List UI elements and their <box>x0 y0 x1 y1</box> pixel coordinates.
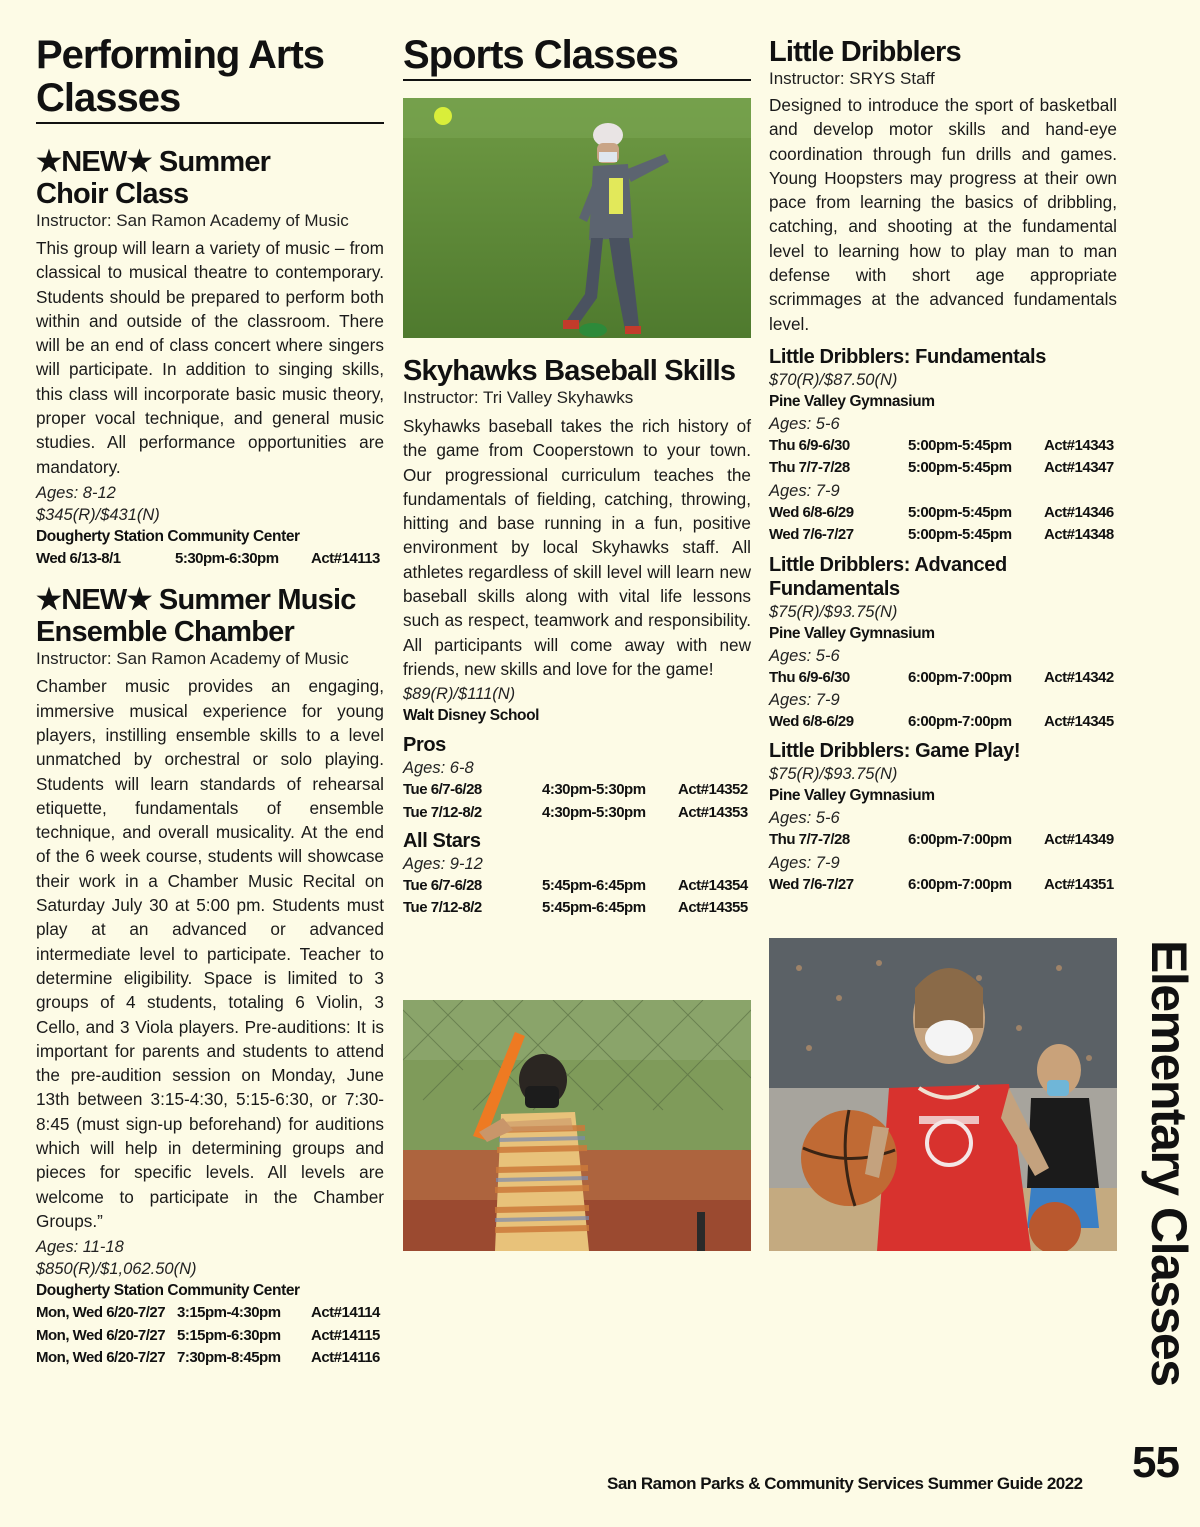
basketball-photo <box>769 938 1117 1251</box>
gameplay-price: $75(R)/$93.75(N) <box>769 765 898 784</box>
schedule-time: 5:30pm-6:30pm <box>175 549 279 567</box>
dribblers-description: Designed to introduce the sport of basketball and develop motor skills and hand-eye coordination through fun drills and games. Young Hoopsters may progress at their own pace from learning the basics of dribbling, catching, and shooting at the fundamental level to learning how to play man to man defense with short age appropriate scrimmages at the advanced fundamentals level. <box>769 95 1117 334</box>
schedule-time: 5:00pm-5:45pm <box>908 503 1012 521</box>
schedule-row <box>36 1347 384 1369</box>
schedule-day: Thu 7/7-7/28 <box>769 831 850 849</box>
basketball-illustration <box>769 938 1117 1251</box>
schedule-act: Act#14347 <box>1044 459 1114 477</box>
schedule-day: Wed 6/8-6/29 <box>769 712 854 730</box>
advanced-title <box>769 553 1117 601</box>
title-line: Fundamentals <box>769 577 900 600</box>
schedule-time: 6:00pm-7:00pm <box>908 831 1012 849</box>
schedule-time: 6:00pm-7:00pm <box>908 668 1012 686</box>
schedule-row <box>403 802 751 824</box>
performing-arts-column <box>36 0 384 1369</box>
baseball-section <box>403 355 751 920</box>
advanced-ages-2: Ages: 7-9 <box>769 690 840 709</box>
dribblers-instructor: Instructor: SRYS Staff <box>769 69 935 88</box>
schedule-row <box>769 667 1117 689</box>
schedule-day: Mon, Wed 6/20-7/27 <box>36 1304 166 1322</box>
schedule-time: 5:45pm-6:45pm <box>542 899 646 917</box>
chamber-title <box>36 584 384 648</box>
schedule-row <box>769 829 1117 851</box>
title-line: Ensemble Chamber <box>36 616 294 649</box>
baseball-instructor: Instructor: Tri Valley Skyhawks <box>403 388 634 407</box>
advanced-price: $75(R)/$93.75(N) <box>769 602 898 621</box>
pitcher-photo <box>403 98 751 338</box>
choir-location: Dougherty Station Community Center <box>36 527 300 545</box>
fundamentals-ages-2: Ages: 7-9 <box>769 481 840 500</box>
choir-schedule <box>36 548 384 570</box>
schedule-act: Act#14355 <box>678 899 748 917</box>
schedule-row <box>769 435 1117 457</box>
chamber-description: Chamber music provides an engaging, immersive musical experience for young players, instilling ensemble skills to a level unmatched by orchestral or solo playing. Students will learn standards of rehearsal etiquette, fundamentals of ensemble technique, and overall musicality. At the end of the 6 week course, students will showcase their work in a Chamber Music Recital on Saturday July 30 at 5:00 pm. Students must play at an advanced or advanced intermediate level to participate. Teacher to determine eligibility. Space is limited to 3 groups of 4 students, totaling 6 Violin, 3 Cello, and 3 Viola players. Pre-auditions: It is important for parents and students to attend the pre-audition session on Monday, June 13th between 3:15-4:30, 5:15-6:30, or 7:30-8:45 (must sign-up beforehand) for auditions which will help in determining groups and pieces for specific levels. All levels are welcome to participate in the Chamber Groups.” <box>36 676 384 1231</box>
batter-photo <box>403 1000 751 1251</box>
fundamentals-ages-1: Ages: 5-6 <box>769 414 840 433</box>
batter-illustration <box>403 1000 751 1251</box>
schedule-act: Act#14342 <box>1044 668 1114 686</box>
schedule-act: Act#14114 <box>311 1304 380 1322</box>
fundamentals-title: Little Dribblers: Fundamentals <box>769 345 1046 368</box>
schedule-act: Act#14346 <box>1044 503 1114 521</box>
dribblers-heading: Little Dribblers <box>769 36 961 68</box>
schedule-day: Wed 7/6-7/27 <box>769 875 854 893</box>
schedule-time: 4:30pm-5:30pm <box>542 781 646 799</box>
schedule-time: 5:15pm-6:30pm <box>177 1326 281 1344</box>
schedule-row <box>36 548 384 570</box>
schedule-act: Act#14348 <box>1044 526 1114 544</box>
section-side-label: Elementary Classes <box>1141 940 1197 1386</box>
schedule-time: 5:00pm-5:45pm <box>908 436 1012 454</box>
group-pros-ages: Ages: 6-8 <box>403 759 474 778</box>
chamber-instructor: Instructor: San Ramon Academy of Music <box>36 649 349 669</box>
heading-line: Classes <box>36 76 181 120</box>
schedule-time: 5:00pm-5:45pm <box>908 459 1012 477</box>
title-line: Choir Class <box>36 178 189 210</box>
baseball-location: Walt Disney School <box>403 707 540 725</box>
schedule-day: Mon, Wed 6/20-7/27 <box>36 1348 166 1366</box>
schedule-day: Tue 6/7-6/28 <box>403 781 482 799</box>
schedule-row <box>403 897 751 919</box>
schedule-time: 7:30pm-8:45pm <box>177 1348 281 1366</box>
gameplay-location: Pine Valley Gymnasium <box>769 787 935 805</box>
section-side-tab <box>1123 940 1200 1386</box>
schedule-row <box>769 874 1117 896</box>
choir-title <box>36 146 384 210</box>
schedule-act: Act#14353 <box>678 803 748 821</box>
schedule-day: Wed 6/13-8/1 <box>36 549 121 567</box>
schedule-day: Thu 6/9-6/30 <box>769 668 850 686</box>
schedule-time: 5:00pm-5:45pm <box>908 526 1012 544</box>
schedule-row <box>36 1302 384 1324</box>
schedule-act: Act#14345 <box>1044 712 1114 730</box>
title-line: ★NEW★ Summer Music <box>36 584 356 617</box>
gameplay-ages-2: Ages: 7-9 <box>769 853 840 872</box>
baseball-description: Skyhawks baseball takes the rich history of the game from Cooperstown to your town. Our progressional curriculum teaches the fundamentals of fielding, catching, throwing, hitting and base running in a fun, positive environment by local Skyhawks staff. All athletes regardless of skill level will learn new baseball skills along with vital life lessons such as respect, teamwork and responsibility. All participants will come away with new friends, new skills and love for the game! <box>403 416 751 679</box>
schedule-row <box>769 457 1117 479</box>
schedule-row <box>403 875 751 897</box>
schedule-act: Act#14351 <box>1044 875 1114 893</box>
schedule-act: Act#14343 <box>1044 436 1114 454</box>
title-line: Little Dribblers: Advanced <box>769 553 1007 576</box>
schedule-day: Wed 6/8-6/29 <box>769 503 854 521</box>
sports-column <box>403 0 751 81</box>
schedule-day: Wed 7/6-7/27 <box>769 526 854 544</box>
schedule-time: 6:00pm-7:00pm <box>908 712 1012 730</box>
schedule-row <box>769 524 1117 546</box>
schedule-day: Tue 7/12-8/2 <box>403 803 482 821</box>
performing-arts-heading <box>36 34 384 124</box>
schedule-row <box>769 502 1117 524</box>
schedule-day: Tue 7/12-8/2 <box>403 899 482 917</box>
schedule-day: Thu 6/9-6/30 <box>769 436 850 454</box>
choir-description: This group will learn a variety of music – from classical to musical theatre to contemporary. Students should be prepared to perform both within and outside of the classroom. There will be an end of class concert where singers will participate. In addition to singing skills, this class will incorporate basic music theory, proper vocal technique, and general music studies. All performance opportunities are mandatory. <box>36 238 384 477</box>
schedule-row <box>403 779 751 801</box>
schedule-day: Tue 6/7-6/28 <box>403 877 482 895</box>
page-number: 55 <box>1132 1438 1179 1487</box>
group-allstars-title: All Stars <box>403 830 481 853</box>
heading-line: Performing Arts <box>36 33 325 77</box>
schedule-act: Act#14113 <box>311 549 380 567</box>
schedule-time: 3:15pm-4:30pm <box>177 1304 281 1322</box>
baseball-price: $89(R)/$111(N) <box>403 685 516 704</box>
schedule-act: Act#14354 <box>678 877 748 895</box>
fundamentals-location: Pine Valley Gymnasium <box>769 392 935 410</box>
choir-price: $345(R)/$431(N) <box>36 505 160 524</box>
choir-ages: Ages: 8-12 <box>36 483 116 502</box>
choir-instructor: Instructor: San Ramon Academy of Music <box>36 211 349 230</box>
schedule-day: Thu 7/7-7/28 <box>769 459 850 477</box>
schedule-time: 4:30pm-5:30pm <box>542 803 646 821</box>
chamber-schedule <box>36 1302 384 1369</box>
group-pros-title: Pros <box>403 734 446 757</box>
schedule-day: Mon, Wed 6/20-7/27 <box>36 1326 166 1344</box>
baseball-title: Skyhawks Baseball Skills <box>403 355 736 387</box>
schedule-row <box>36 1325 384 1347</box>
title-line: ★NEW★ Summer <box>36 146 271 178</box>
dribblers-column <box>769 0 1117 896</box>
advanced-location: Pine Valley Gymnasium <box>769 624 935 642</box>
schedule-act: Act#14116 <box>311 1348 380 1366</box>
schedule-time: 5:45pm-6:45pm <box>542 877 646 895</box>
chamber-price: $850(R)/$1,062.50(N) <box>36 1260 197 1279</box>
schedule-time: 6:00pm-7:00pm <box>908 875 1012 893</box>
pitcher-illustration <box>403 98 751 338</box>
chamber-ages: Ages: 11-18 <box>36 1238 124 1257</box>
sports-heading: Sports Classes <box>403 34 751 81</box>
group-allstars-ages: Ages: 9-12 <box>403 855 483 874</box>
schedule-act: Act#14115 <box>311 1326 380 1344</box>
gameplay-ages-1: Ages: 5-6 <box>769 809 840 828</box>
footer-text: San Ramon Parks & Community Services Summer Guide 2022 <box>607 1474 1083 1493</box>
chamber-location: Dougherty Station Community Center <box>36 1282 300 1300</box>
gameplay-title: Little Dribblers: Game Play! <box>769 740 1021 763</box>
schedule-act: Act#14352 <box>678 781 748 799</box>
advanced-ages-1: Ages: 5-6 <box>769 646 840 665</box>
schedule-row <box>769 711 1117 733</box>
fundamentals-price: $70(R)/$87.50(N) <box>769 370 898 389</box>
schedule-act: Act#14349 <box>1044 831 1114 849</box>
